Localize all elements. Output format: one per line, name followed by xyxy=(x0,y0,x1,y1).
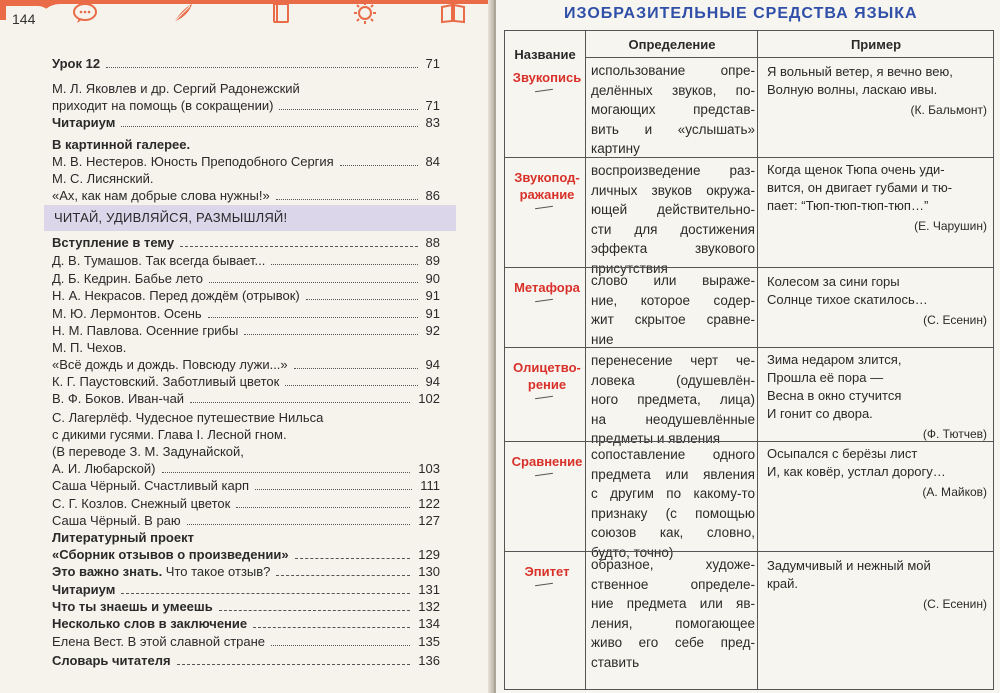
figure-name-line: ражание xyxy=(519,187,575,202)
icon-bar-arc xyxy=(38,4,492,34)
figure-example xyxy=(767,557,987,613)
definition-line: перенесение черт че- xyxy=(591,353,755,368)
toc-page-number: 91 xyxy=(425,288,440,303)
name-underline-mark xyxy=(535,583,553,586)
toc-leader-dots xyxy=(190,402,410,403)
toc-leader-dots xyxy=(271,645,410,646)
example-line: Осыпался с берёзы лист xyxy=(767,446,918,461)
example-line: Весна в окно стучится xyxy=(767,388,902,403)
figure-name-line: Метафора xyxy=(514,280,580,295)
toc-page-number: 71 xyxy=(425,56,440,71)
toc-entry xyxy=(52,287,440,307)
example-author: (Е. Чарушин) xyxy=(914,219,987,233)
figure-name-line: Эпитет xyxy=(524,564,570,579)
toc-entry-title: Саша Чёрный. В раю xyxy=(52,513,181,528)
example-line: вится, он двигает губами и тю- xyxy=(767,180,953,195)
example-line: Зима недаром злится, xyxy=(767,352,902,367)
figure-name-line: Звукопод- xyxy=(514,170,580,185)
toc-page-number: 102 xyxy=(418,391,440,406)
toc-page-number: 130 xyxy=(418,564,440,579)
toc-entry xyxy=(52,55,440,75)
figure-name xyxy=(509,359,585,393)
toc-entry-title: Читариум xyxy=(52,582,116,597)
toc-leader-dots xyxy=(253,627,410,628)
definition-line: слово или выраже- xyxy=(591,273,755,288)
toc-page-number: 132 xyxy=(418,599,440,614)
definition-line: эффекта звукового xyxy=(591,241,755,256)
definition-line: присутствия xyxy=(591,260,668,276)
header-divider xyxy=(585,57,993,58)
figure-name-line: Олицетво- xyxy=(513,360,581,375)
row-divider xyxy=(505,347,993,348)
example-line: И, как ковёр, устлал дорогу… xyxy=(767,464,946,479)
figure-example xyxy=(767,445,987,501)
definition-line: ственное определе- xyxy=(591,576,755,592)
toc-entry-title: Литературный проект xyxy=(52,530,194,545)
toc-leader-dots xyxy=(340,165,418,166)
toc-page-number: 86 xyxy=(425,188,440,203)
right-page xyxy=(496,0,1000,693)
toc-entry-title: Саша Чёрный. Счастливый карп xyxy=(52,478,250,493)
toc-entry-title: М. С. Лисянский. xyxy=(52,171,154,186)
figure-example xyxy=(767,273,987,329)
definition-line: предмета или явления xyxy=(591,466,755,482)
definition-line: ющей действительно- xyxy=(591,202,755,217)
toc-leader-dots xyxy=(208,317,418,318)
header-example: Пример xyxy=(850,37,902,52)
toc-page-number: 134 xyxy=(418,616,440,631)
page-number: 144 xyxy=(6,6,52,34)
toc-page-number: 136 xyxy=(418,653,440,668)
toc-entry-title: «Сборник отзывов о произведении» xyxy=(52,547,289,562)
definition-line: ловека (одушевлён- xyxy=(591,372,755,388)
toc-page-number: 127 xyxy=(418,513,440,528)
toc-entry-title: Несколько слов в заключение xyxy=(52,616,248,631)
example-author: (К. Бальмонт) xyxy=(910,103,987,117)
toc-entry xyxy=(52,477,440,497)
toc-leader-dots xyxy=(295,558,411,559)
toc-entry-title: С. Г. Козлов. Снежный цветок xyxy=(52,496,231,511)
example-line: Волную волны, ласкаю ивы. xyxy=(767,82,938,97)
toc-leader-dots xyxy=(209,282,418,283)
example-line: Колесом за сини горы xyxy=(767,274,900,289)
toc-entry-title: Д. В. Тумашов. Так всегда бывает... xyxy=(52,253,266,268)
row-divider xyxy=(505,441,993,442)
toc-leader-dots xyxy=(276,575,410,576)
definition-line: воспроизведение раз- xyxy=(591,163,755,178)
toc-entry-title: Это важно знать. Что такое отзыв? xyxy=(52,564,271,579)
name-underline-mark xyxy=(535,473,553,476)
figure-definition xyxy=(591,61,755,159)
toc-page-number: 89 xyxy=(425,253,440,268)
figure-name-line: Звукопись xyxy=(512,70,582,85)
toc-leader-dots xyxy=(187,524,411,525)
example-author: (Ф. Тютчев) xyxy=(922,427,987,441)
example-line: Солнце тихое скатилось… xyxy=(767,292,928,307)
toc-page-number: 129 xyxy=(418,547,440,562)
toc-page-number: 90 xyxy=(425,271,440,286)
column-divider xyxy=(585,31,586,689)
definition-line: живо его себе пред- xyxy=(591,635,755,650)
row-divider xyxy=(505,267,993,268)
toc-entry-title: Урок 12 xyxy=(52,56,101,71)
figure-definition xyxy=(591,555,755,672)
definition-line: использование опре- xyxy=(591,63,755,78)
figure-name-line: рение xyxy=(527,377,567,392)
page-title: ИЗОБРАЗИТЕЛЬНЫЕ СРЕДСТВА ЯЗЫКА xyxy=(564,5,918,22)
name-underline-mark xyxy=(535,299,553,302)
toc-page-number: 92 xyxy=(425,323,440,338)
toc-entry-title: М. В. Нестеров. Юность Преподобного Сергия xyxy=(52,154,334,169)
toc-page-number: 135 xyxy=(418,634,440,649)
toc-leader-dots xyxy=(244,334,417,335)
toc-leader-dots xyxy=(294,368,418,369)
example-line: Задумчивый и нежный мой xyxy=(767,558,931,573)
definition-line: сти для достижения xyxy=(591,221,755,237)
toc-entry-title: Словарь читателя xyxy=(52,653,171,668)
toc-entry-title: приходит на помощь (в сокращении) xyxy=(52,98,274,113)
toc-entry-title: Д. Б. Кедрин. Бабье лето xyxy=(52,271,204,286)
row-divider xyxy=(505,157,993,158)
toc-entry xyxy=(52,252,440,272)
speech-bubble-icon xyxy=(72,2,98,24)
toc-page-number: 84 xyxy=(425,154,440,169)
definition-line: будто, точно) xyxy=(591,544,674,560)
toc-entry-title: «Всё дождь и дождь. Повсюду лужи...» xyxy=(52,357,288,372)
toc-page-number: 88 xyxy=(425,235,440,250)
toc-entry-subtitle: Что такое отзыв? xyxy=(162,564,271,579)
figure-name xyxy=(509,169,585,203)
sun-icon xyxy=(352,2,378,24)
toc-entry-title: К. Г. Паустовский. Заботливый цветок xyxy=(52,374,280,389)
example-line: Я вольный ветер, я вечно вею, xyxy=(767,64,953,79)
toc-leader-dots xyxy=(279,109,417,110)
toc-page-number: 94 xyxy=(425,374,440,389)
definition-line: вить и «услышать» xyxy=(591,121,755,137)
figure-example xyxy=(767,63,987,119)
toc-leader-dots xyxy=(121,126,417,127)
toc-entry-title: (В переводе З. М. Задунайской, xyxy=(52,444,244,459)
left-page xyxy=(0,0,492,693)
toc-leader-dots xyxy=(236,507,410,508)
toc-leader-dots xyxy=(255,489,412,490)
definition-line: картину xyxy=(591,141,640,156)
toc-entry xyxy=(52,563,440,583)
toc-entry-title: А. И. Любарской) xyxy=(52,461,156,476)
figure-example xyxy=(767,161,987,235)
figure-definition xyxy=(591,445,755,562)
definition-line: союзов как, словно, xyxy=(591,525,755,540)
toc-entry-title: Что ты знаешь и умеешь xyxy=(52,599,213,614)
toc-entry xyxy=(52,633,440,653)
row-divider xyxy=(505,551,993,552)
feather-icon xyxy=(170,2,196,24)
figure-name xyxy=(509,563,585,580)
toc-page-number: 71 xyxy=(425,98,440,113)
section-heading: ЧИТАЙ, УДИВЛЯЙСЯ, РАЗМЫШЛЯЙ! xyxy=(54,210,288,225)
toc-leader-dots xyxy=(219,610,411,611)
toc-leader-dots xyxy=(271,264,417,265)
toc-entry-title: М. П. Чехов. xyxy=(52,340,127,355)
definition-line: сопоставление одного xyxy=(591,447,755,462)
definition-line: ления, помогающее xyxy=(591,615,755,631)
name-underline-mark xyxy=(535,89,553,92)
figure-example xyxy=(767,351,987,443)
name-underline-mark xyxy=(535,396,553,399)
toc-entry-title: Читариум xyxy=(52,115,116,130)
definition-line: ного предмета, лица) xyxy=(591,392,755,407)
toc-leader-dots xyxy=(276,199,418,200)
toc-leader-dots xyxy=(180,246,417,247)
example-line: Прошла её пора — xyxy=(767,370,884,385)
toc-entry xyxy=(52,187,440,207)
toc-entry-title: В картинной галерее. xyxy=(52,137,191,152)
toc-page-number: 83 xyxy=(425,115,440,130)
example-author: (С. Есенин) xyxy=(923,597,987,611)
definition-line: ставить xyxy=(591,654,640,670)
toc-entry xyxy=(52,615,440,635)
example-line: край. xyxy=(767,576,799,591)
figure-definition xyxy=(591,351,755,449)
toc-leader-dots xyxy=(106,67,417,68)
toc-leader-dots xyxy=(285,385,417,386)
toc-page-number: 131 xyxy=(418,582,440,597)
definition-line: могающих представ- xyxy=(591,102,755,117)
figure-name xyxy=(509,69,585,86)
definition-line: признаку (с помощью xyxy=(591,505,755,521)
definition-line: личных звуков окружа- xyxy=(591,182,755,198)
definition-line: образное, художе- xyxy=(591,557,755,572)
example-line: пает: “Тюп-тюп-тюп-тюп…” xyxy=(767,198,929,213)
toc-entry xyxy=(52,652,440,672)
example-author: (А. Майков) xyxy=(922,485,987,499)
toc-entry xyxy=(52,114,440,134)
toc-leader-dots xyxy=(121,593,410,594)
toc-entry-title: с дикими гусями. Глава I. Лесной гном. xyxy=(52,427,287,442)
toc-entry-title: Вступление в тему xyxy=(52,235,175,250)
toc-leader-dots xyxy=(306,299,418,300)
figure-name xyxy=(509,453,585,470)
toc-leader-dots xyxy=(162,472,411,473)
toc-entry-title: Н. А. Некрасов. Перед дождём (отрывок) xyxy=(52,288,300,303)
toc-page-number: 94 xyxy=(425,357,440,372)
toc-entry-title: М. Ю. Лермонтов. Осень xyxy=(52,306,202,321)
toc-entry xyxy=(52,390,440,410)
toc-page-number: 122 xyxy=(418,496,440,511)
header-definition: Определение xyxy=(628,37,716,52)
header-name: Название xyxy=(514,47,576,62)
book-icon xyxy=(268,2,294,24)
toc-entry-title: С. Лагерлёф. Чудесное путешествие Нильса xyxy=(52,410,324,425)
name-underline-mark xyxy=(535,206,553,209)
toc-entry-title: Елена Вест. В этой славной стране xyxy=(52,634,266,649)
toc-page-number: 91 xyxy=(425,306,440,321)
column-divider xyxy=(757,31,758,689)
open-book-icon xyxy=(440,2,466,24)
definition-line: делённых звуков, по- xyxy=(591,82,755,98)
toc-leader-dots xyxy=(177,664,411,665)
definition-line: жит скрытое сравне- xyxy=(591,312,755,327)
definition-line: предметы и явления xyxy=(591,431,721,446)
toc-entry-title: «Ах, как нам добрые слова нужны!» xyxy=(52,188,270,203)
example-author: (С. Есенин) xyxy=(923,313,987,327)
figure-name-line: Сравнение xyxy=(511,454,583,469)
example-line: Когда щенок Тюпа очень уди- xyxy=(767,162,945,177)
figure-definition xyxy=(591,161,755,278)
definition-line: ние предмета или яв- xyxy=(591,596,755,611)
section-heading-bar xyxy=(44,205,456,231)
definition-line: с другим по какому-то xyxy=(591,486,755,501)
figure-name xyxy=(509,279,585,296)
toc-page-number: 103 xyxy=(418,461,440,476)
definition-line: ние, которое содер- xyxy=(591,292,755,308)
toc-entry xyxy=(52,234,440,254)
toc-entry-title: М. Л. Яковлев и др. Сергий Радонежский xyxy=(52,81,300,96)
toc-page-number: 111 xyxy=(420,478,440,493)
toc-entry-title: В. Ф. Боков. Иван-чай xyxy=(52,391,185,406)
figure-definition xyxy=(591,271,755,349)
definition-line: на неодушевлённые xyxy=(591,411,755,427)
icon-bar xyxy=(0,0,492,34)
example-line: И гонит со двора. xyxy=(767,406,873,421)
definition-line: ние xyxy=(591,331,614,347)
figures-of-speech-table xyxy=(504,30,994,690)
toc-entry-title: Н. М. Павлова. Осенние грибы xyxy=(52,323,239,338)
